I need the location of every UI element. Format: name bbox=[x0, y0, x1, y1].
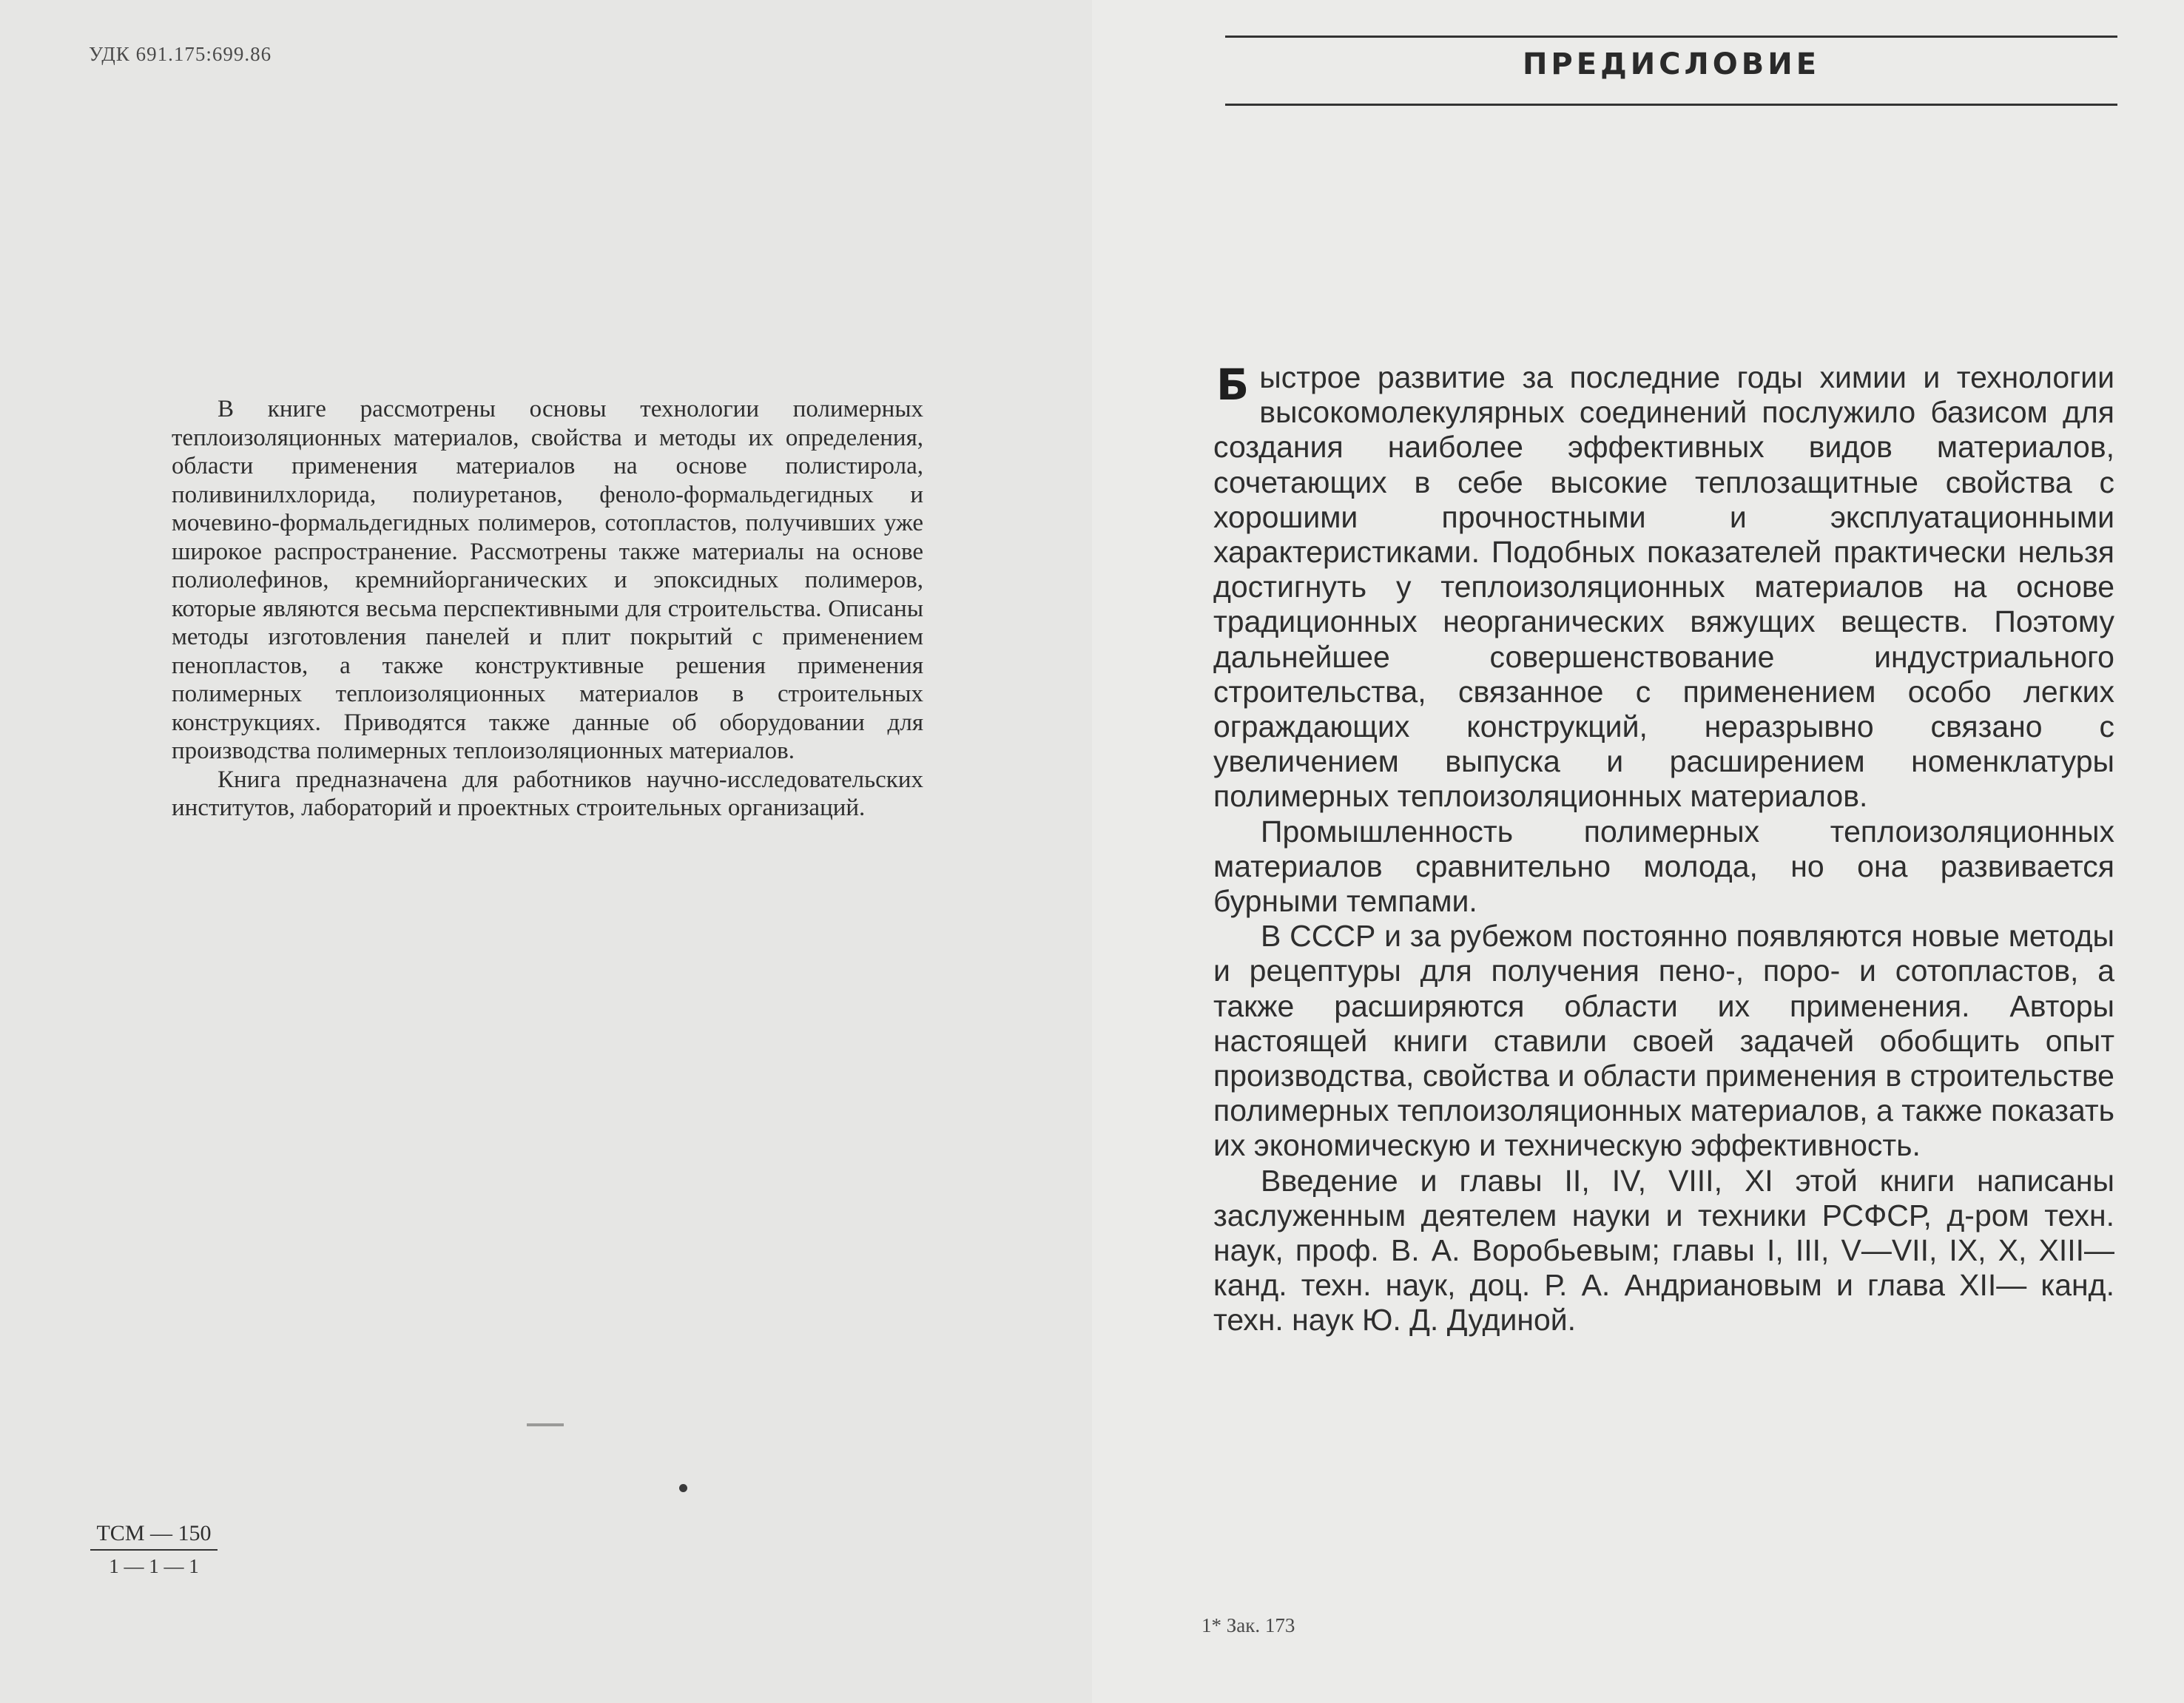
catalog-code bbox=[90, 1521, 218, 1578]
heading-rule-bottom bbox=[1225, 104, 2117, 106]
preface-text bbox=[1213, 360, 2114, 1338]
catalog-code-bottom: 1 — 1 — 1 bbox=[109, 1555, 199, 1577]
book-abstract bbox=[172, 395, 923, 823]
preface-paragraph: В СССР и за рубежом постоянно появляются новые методы и рецептуры для получения пено-, поро- и сотопластов, а также расширяются области их применения. Авторы настоящей книги ставили своей задачей обобщить опыт производства, свойства и области применения в строительстве полимерных теплоизоляционных материалов, а также показать их экономическую и техническую эффективность. bbox=[1213, 919, 2114, 1163]
preface-paragraph-first bbox=[1213, 360, 2114, 815]
abstract-paragraph: В книге рассмотрены основы технологии полимерных теплоизоляционных материалов, свойства и методы их определения, области применения материалов на основе полистирола, поливинилхлорида, полиуретанов, феноло-формальдегидных и мочевино-формальдегидных полимеров, сотопластов, получивших уже широкое распространение. Рассмотрены также материалы на основе полиолефинов, кремнийорганических и эпоксидных полимеров, которые являются весьма перспективными для строительства. Описаны методы изготовления панелей и плит покрытий с применением пенопластов, а также конструктивные решения применения полимерных теплоизоляционных материалов в строительных конструкциях. Приводятся также данные об оборудовании для производства полимерных теплоизоляционных материалов. bbox=[172, 396, 923, 764]
ink-speck bbox=[679, 1484, 687, 1492]
heading-rule-top bbox=[1225, 36, 2117, 38]
catalog-code-top: ТСМ — 150 bbox=[90, 1521, 218, 1551]
preface-paragraph: Промышленность полимерных теплоизоляционных материалов сравнительно молода, но она развивается бурными темпами. bbox=[1213, 814, 2114, 919]
drop-cap: Б bbox=[1216, 360, 1250, 410]
udk-code: УДК 691.175:699.86 bbox=[89, 43, 272, 65]
print-smudge bbox=[527, 1423, 564, 1426]
print-order-note: 1* Зак. 173 bbox=[1201, 1614, 1295, 1636]
abstract-paragraph: Книга предназначена для работников научно-исследовательских институтов, лабораторий и проектных строительных организаций. bbox=[172, 766, 923, 821]
preface-paragraph: Введение и главы II, IV, VIII, XI этой книги написаны заслуженным деятелем науки и техники РСФСР, д-ром техн. наук, проф. В. А. Воробьевым; главы I, III, V—VII, IX, X, XIII— канд. техн. наук, доц. Р. А. Андриановым и глава XII— канд. техн. наук Ю. Д. Дудиной. bbox=[1213, 1163, 2114, 1338]
first-paragraph-text: ыстрое развитие за последние годы химии и технологии высокомолекулярных соединений послужило базисом для создания наиболее эффективных видов материалов, сочетающих в себе высокие теплозащитные свойства с хорошими прочностными и эксплуатационными характеристиками. Подобных показателей практически нельзя достигнуть у теплоизоляционных материалов на основе традиционных неорганических вяжущих веществ. Поэтому дальнейшее совершенствование индустриального строительства, связанное с применением особо легких ограждающих конструкций, неразрывно связано с увеличением выпуска и расширением номенклатуры полимерных теплоизоляционных материалов. bbox=[1213, 360, 2114, 814]
page-title: ПРЕДИСЛОВИЕ bbox=[1522, 47, 1821, 81]
right-page bbox=[1092, 0, 2184, 1703]
